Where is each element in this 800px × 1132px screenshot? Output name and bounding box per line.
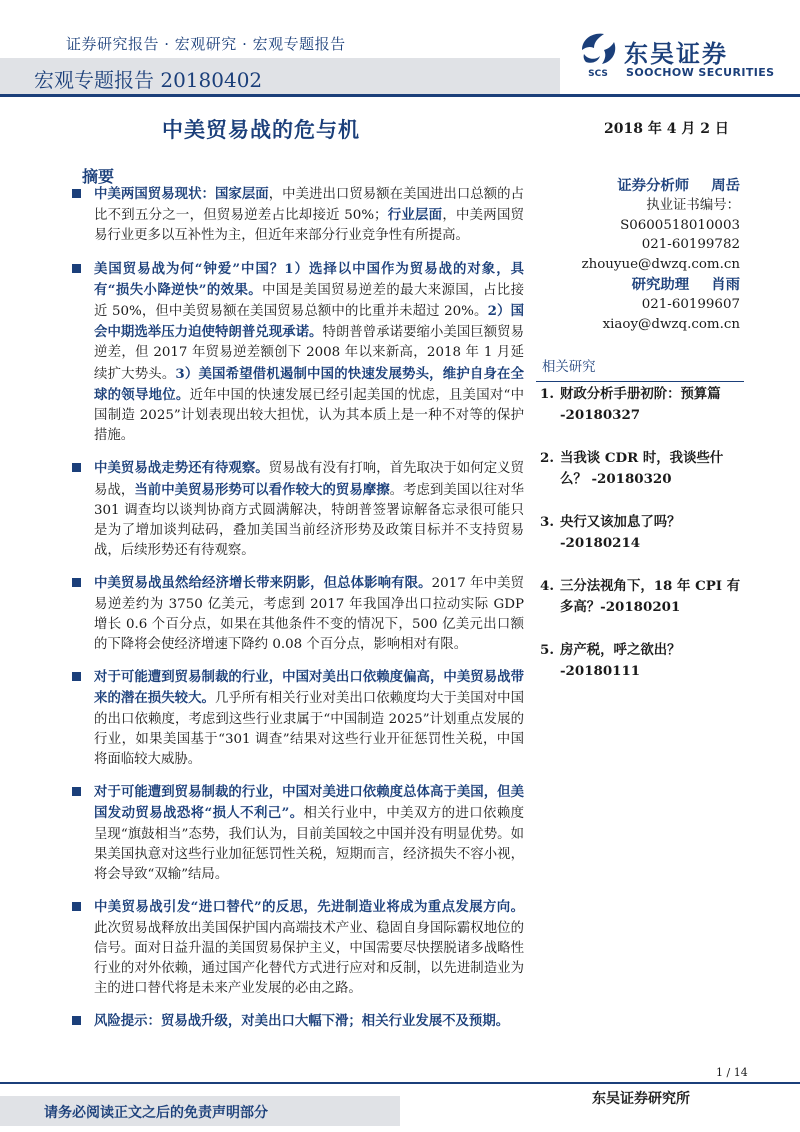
- bullet-square-icon: [72, 672, 81, 681]
- company-logo: [576, 30, 776, 86]
- analyst-role: [536, 176, 740, 196]
- abstract-item-lead: 美国贸易战为何“钟爱”中国？: [94, 260, 285, 277]
- abstract-text-run: 几乎所有相关行业对美出口依赖度均大于美国对中国的出口依赖度，考虑到这些行业隶属于“中国制造 2025”计划重点发展的行业，如果美国基于“301 调查”结果对这些行业开征惩罚性关税，中国将面临较大威胁。: [94, 691, 525, 768]
- abstract-item-lead: 中美贸易战虽然给经济增长带来阴影，但总体影响有限。: [94, 575, 432, 592]
- related-research-item[interactable]: [536, 640, 748, 682]
- related-item-number: 2.: [540, 450, 554, 466]
- analyst-phone: 021-60199782: [641, 237, 740, 253]
- abstract-bold-run: 国家层面: [214, 186, 269, 202]
- page-number: 1 / 14: [716, 1066, 748, 1079]
- abstract-item-lead: 对于可能遭到贸易制裁的行业，中国对美进口依赖度总体高于美国，但美国发动贸易战恐将“损人不利己”。: [94, 784, 524, 822]
- abstract-text-run: 近年中国的快速发展已经引起美国的忧虑，且美国对“中国制造 2025”计划表现出较大担忧，认为其本质上是一种不对等的保护措施。: [94, 387, 524, 444]
- related-research-list: [536, 384, 748, 704]
- related-item-title: 央行又该加息了吗？ -20180214: [560, 514, 681, 551]
- abstract-item: [72, 897, 524, 999]
- related-research-item[interactable]: [536, 384, 748, 426]
- institute-name: 东吴证券研究所: [592, 1091, 690, 1107]
- related-item-number: 5.: [540, 642, 554, 658]
- bullet-square-icon: [72, 189, 81, 198]
- abstract-item: [72, 1011, 524, 1032]
- abstract-text-run: 相关行业中，中美双方的进口依赖度呈现“旗鼓相当”态势，我们认为，目前美国较之中国并没有明显优势。如果美国执意对这些行业加征惩罚性关税，短期而言，经济损失不容小视，将会导致“双输”结局。: [94, 806, 525, 883]
- footer-divider: [0, 1082, 800, 1084]
- abstract-bold-run: 贸易战升级，对美出口大幅下滑；相关行业发展不及预期。: [160, 1013, 510, 1030]
- document-title: 中美贸易战的危与机: [162, 117, 360, 142]
- abstract-text-run: 特朗普曾承诺要缩小美国巨额贸易逆差，但 2017 年贸易逆差额创下 2008 年以来新高，2018 年 1 月延续扩大势头。: [94, 325, 525, 382]
- abstract-text-run: 。考虑到美国以往对华 301 调查均以谈判协商方式圆满解决，特朗普签署谅解备忘录很可能只是为了增加谈判砝码，叠加美国当前经济形势及政策目标并不支持贸易战，后续形势还有待观察。: [94, 482, 525, 559]
- related-item-title: 三分法视角下，18 年 CPI 有多高？-20180201: [560, 578, 741, 615]
- abstract-bold-run: 2）国会中期选举压力迫使特朗普兑现承诺。: [94, 303, 524, 341]
- abstract-text-run: 此次贸易战释放出美国保护国内高端技术产业、稳固自身国际霸权地位的信号。面对日益升温的美国贸易保护主义，中国需要尽快摆脱诸多战略性行业的对外依赖，通过国产化替代方式进行应对和反制，以先进制造业为主的进口替代将是未来产业发展的必由之路。: [94, 920, 524, 997]
- abstract-list: [72, 184, 524, 1045]
- abstract-text-run: 贸易战有没有打响，首先取决于如何定义贸易战，: [94, 461, 525, 498]
- logo-mark-text: SCS: [588, 69, 608, 78]
- bullet-square-icon: [72, 1016, 81, 1025]
- document-date: 2018 年 4 月 2 日: [604, 121, 729, 137]
- analyst-role: [536, 275, 740, 295]
- bullet-square-icon: [72, 264, 81, 273]
- analyst-name: 周岳: [711, 177, 740, 194]
- related-divider: [536, 381, 744, 382]
- report-type-label: 宏观专题报告 20180402: [34, 68, 263, 92]
- related-item-title: 房产税，呼之欲出？ -20180111: [560, 642, 681, 679]
- analyst-role-title: 研究助理: [631, 275, 690, 293]
- logo-en-name: SOOCHOW SECURITIES: [626, 66, 775, 79]
- related-item-title: 财政分析手册初阶：预算篇 -20180327: [560, 386, 721, 423]
- related-item-number: 1.: [540, 386, 554, 402]
- abstract-text-run: ，中美两国贸易行业更多以互补性为主，但近年来部分行业竞争性有所提高。: [94, 208, 525, 244]
- abstract-text-run: 中国是美国贸易逆差的最大来源国，占比接近 50%，但中美贸易额在美国贸易总额中的比重并未超过 20%。: [94, 282, 525, 320]
- abstract-bold-run: 1）选择以中国作为贸易战的对象，具有“损失小降逆快”的效果。: [94, 260, 524, 298]
- abstract-item-lead: 中美贸易战引发“进口替代”的反思，先进制造业将成为重点发展方向。: [94, 899, 524, 916]
- analyst-role-title: 证券分析师: [617, 177, 690, 194]
- bullet-square-icon: [72, 787, 81, 796]
- related-research-item[interactable]: [536, 576, 748, 618]
- breadcrumb: 证券研究报告 · 宏观研究 · 宏观专题报告: [66, 35, 346, 53]
- abstract-item: [72, 782, 524, 885]
- abstract-item-lead: 风险提示：: [94, 1013, 161, 1030]
- bullet-square-icon: [72, 902, 81, 911]
- abstract-bold-run: 当前中美贸易形势可以看作较大的贸易摩擦: [134, 481, 390, 498]
- analyst-email[interactable]: xiaoy@dwzq.com.cn: [602, 316, 740, 332]
- abstract-text-run: ，中美进出口贸易额在美国进出口总额的占比不到五分之一，但贸易逆差占比却接近 50%；: [94, 187, 525, 224]
- related-item-number: 3.: [540, 514, 554, 530]
- analyst-email[interactable]: zhouyue@dwzq.com.cn: [581, 257, 740, 273]
- analyst-phone: 021-60199607: [641, 296, 740, 312]
- analyst-info: [536, 176, 740, 334]
- bullet-square-icon: [72, 463, 81, 472]
- analyst-cert: 执业证书编号：S0600518010003: [620, 197, 740, 233]
- abstract-bold-run: 行业层面: [387, 207, 443, 224]
- bullet-square-icon: [72, 578, 81, 587]
- abstract-item-lead: 中美贸易战走势还有待观察。: [94, 460, 269, 477]
- abstract-item: [72, 259, 524, 447]
- soochow-logo-icon: [576, 30, 620, 78]
- abstract-bold-run: 3）美国希望借机遏制中国的快速发展势头，维护自身在全球的领导地位。: [94, 365, 524, 403]
- header-divider: [0, 94, 800, 97]
- abstract-item: [72, 184, 524, 247]
- related-research-item[interactable]: [536, 448, 748, 490]
- abstract-item: [72, 667, 524, 770]
- abstract-item-lead: 对于可能遭到贸易制裁的行业，中国对美出口依赖度偏高，中美贸易战带来的潜在损失较大。: [94, 669, 524, 707]
- related-item-number: 4.: [540, 578, 554, 594]
- analyst-name: 肖雨: [711, 275, 740, 293]
- abstract-item-lead: 中美两国贸易现状：: [94, 186, 215, 202]
- abstract-heading: 摘要: [82, 167, 115, 186]
- abstract-text-run: 2017 年中美贸易逆差约为 3750 亿美元，考虑到 2017 年我国净出口拉动实际 GDP 增长 0.6 个百分点，如果在其他条件不变的情况下，500 亿美元出口额的下降将会使经济增速下降约 0.08 个百分点，影响相对有限。: [94, 576, 524, 653]
- related-research-heading: 相关研究: [542, 360, 596, 375]
- disclaimer-text: 请务必阅读正文之后的免责声明部分: [44, 1105, 268, 1121]
- related-item-title: 当我谈 CDR 时，我谈些什么？ -20180320: [560, 450, 724, 487]
- abstract-item: [72, 573, 524, 655]
- related-research-header: [536, 356, 744, 382]
- abstract-item: [72, 458, 524, 561]
- logo-cn-name: 东吴证券: [624, 40, 728, 68]
- related-research-item[interactable]: [536, 512, 748, 554]
